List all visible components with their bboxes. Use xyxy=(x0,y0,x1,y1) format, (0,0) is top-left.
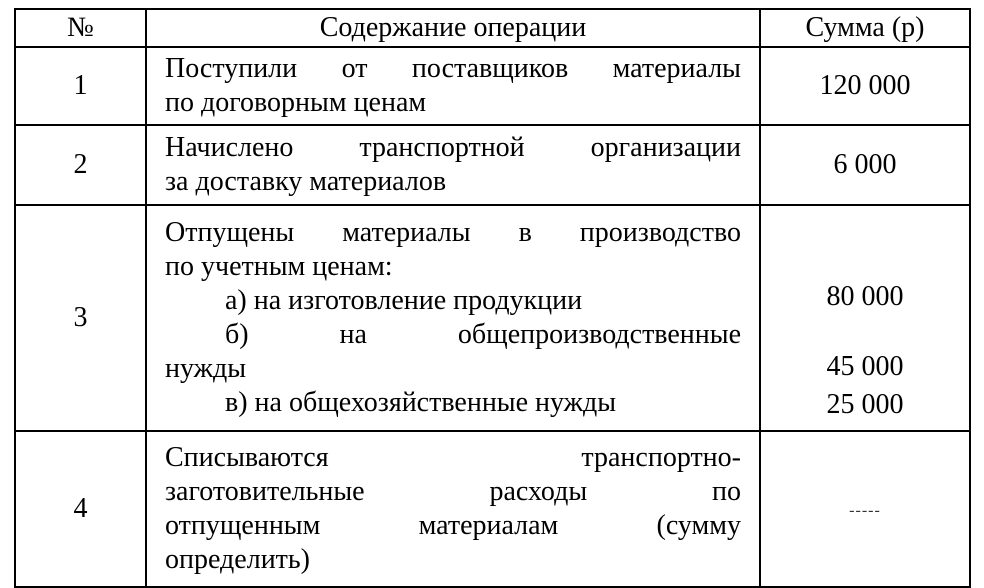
item-b: б) на общепроизводственные xyxy=(225,319,741,350)
description-line: Отпущены материалы в производство xyxy=(165,217,741,248)
description-line: Списываются транспортно- xyxy=(165,442,741,473)
row-description xyxy=(146,125,760,205)
table-row xyxy=(15,125,970,205)
row-description xyxy=(146,205,760,431)
row-sum: 6 000 xyxy=(760,125,970,205)
table-row xyxy=(15,47,970,125)
description-line: отпущенным материалам (сумму xyxy=(165,510,741,541)
description-line: определить) xyxy=(165,544,311,575)
sum-item-c: 25 000 xyxy=(826,389,904,420)
sum-item-a: 80 000 xyxy=(826,281,904,312)
description-line: за доставку материалов xyxy=(165,166,447,197)
header-num: № xyxy=(15,9,146,47)
sum-item-b: 45 000 xyxy=(826,351,904,382)
header-description: Содержание операции xyxy=(146,9,760,47)
description-line: Начислено транспортной организации xyxy=(165,132,741,163)
item-a: а) на изготовление продукции xyxy=(225,285,583,316)
operations-table xyxy=(14,8,971,588)
item-c: в) на общехозяйственные нужды xyxy=(225,387,617,418)
sum-placeholder-dashes: ----- xyxy=(849,502,881,519)
row-sum: 120 000 xyxy=(760,47,970,125)
row-number: 3 xyxy=(15,205,146,431)
table-row xyxy=(15,205,970,431)
table-row xyxy=(15,431,970,587)
description-line: по договорным ценам xyxy=(165,87,427,118)
row-number: 4 xyxy=(15,431,146,587)
row-description xyxy=(146,431,760,587)
row-sum-cell xyxy=(760,431,970,587)
description-line: заготовительные расходы по xyxy=(165,476,741,507)
operations-table-wrapper xyxy=(14,8,969,588)
description-line: по учетным ценам: xyxy=(165,251,393,282)
table-header-row xyxy=(15,9,970,47)
row-sum-cell xyxy=(760,205,970,431)
row-number: 1 xyxy=(15,47,146,125)
row-number: 2 xyxy=(15,125,146,205)
header-sum: Сумма (р) xyxy=(760,9,970,47)
description-line: Поступили от поставщиков материалы xyxy=(165,53,741,84)
item-b-continuation: нужды xyxy=(165,353,247,384)
row-description xyxy=(146,47,760,125)
